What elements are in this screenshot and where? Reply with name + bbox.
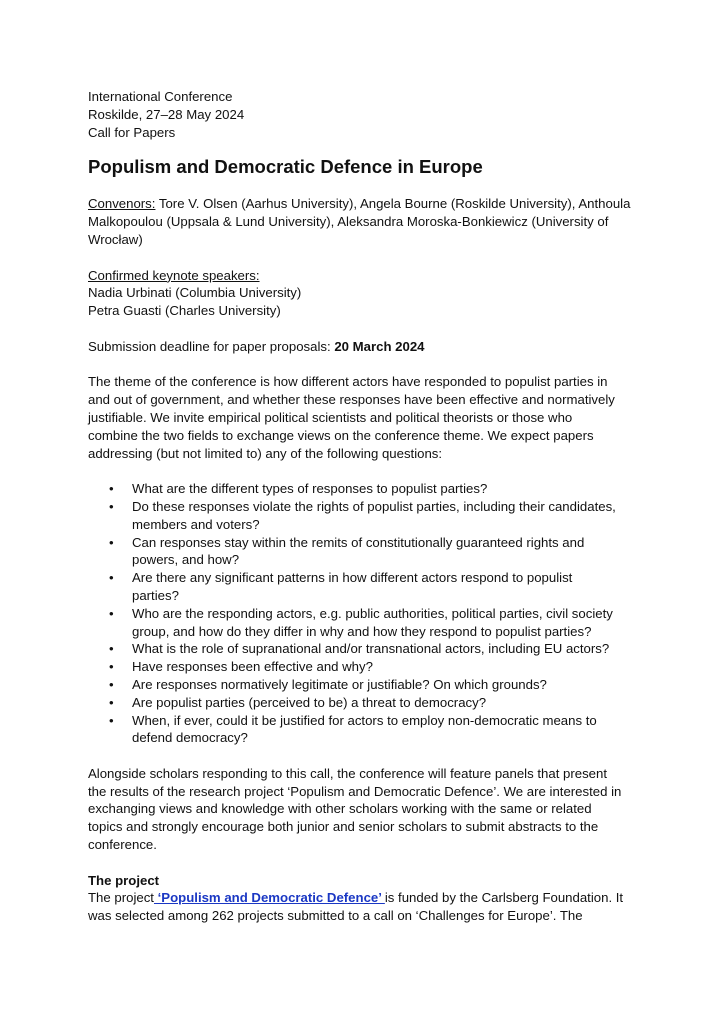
question-text: What is the role of supranational and/or transnational actors, including EU actors? — [132, 641, 610, 657]
project-text-post: is funded by the Carlsberg Foundation. It — [384, 890, 624, 906]
page-title: Populism and Democratic Defence in Europe — [88, 156, 483, 178]
bullet-icon: • — [109, 641, 114, 657]
conference-place-date: Roskilde, 27–28 May 2024 — [88, 106, 245, 122]
project-heading: The project — [88, 872, 160, 888]
conference-type: International Conference — [88, 89, 233, 104]
bullet-icon: • — [109, 676, 114, 692]
convenors-text-1: Tore V. Olsen (Aarhus University), Angela Bourne (Roskilde University), Anthoula — [155, 196, 631, 212]
keynote-speaker: Petra Guasti (Charles University) — [88, 303, 281, 319]
question-text: Who are the responding actors, e.g. public authorities, political parties, civil society — [132, 605, 613, 621]
question-text: Are there any significant patterns in how different actors respond to populist — [132, 570, 573, 586]
question-item — [88, 569, 636, 605]
paragraph-line: the results of the research project ‘Populism and Democratic Defence’. We are interested in — [88, 783, 622, 799]
question-item — [88, 605, 636, 641]
paragraph-line: addressing (but not limited to) any of the following questions: — [88, 445, 443, 461]
paragraph-line: justifiable. We invite empirical political scientists and political theorists or those who — [88, 409, 573, 425]
alongside-paragraph — [88, 765, 636, 854]
bullet-icon: • — [109, 498, 114, 514]
project-text-2: was selected among 262 projects submitted to a call on ‘Challenges for Europe’. The — [88, 908, 583, 924]
question-item — [88, 480, 636, 498]
question-text: members and voters? — [132, 516, 260, 532]
question-text: Are responses normatively legitimate or justifiable? On which grounds? — [132, 676, 547, 692]
bullet-icon: • — [109, 534, 114, 550]
paragraph-line: exchanging views and knowledge with other scholars working with the same or related — [88, 801, 592, 817]
question-text: defend democracy? — [132, 730, 248, 746]
question-text: Can responses stay within the remits of constitutionally guaranteed rights and — [132, 534, 585, 550]
keynotes-section — [88, 267, 636, 320]
bullet-icon: • — [109, 694, 114, 710]
project-link[interactable]: ‘Populism and Democratic Defence’ — [153, 890, 385, 906]
question-text: Have responses been effective and why? — [132, 659, 373, 675]
convenors-section — [88, 195, 636, 248]
deadline-line — [88, 338, 636, 356]
bullet-icon: • — [109, 659, 114, 675]
paragraph-line: The theme of the conference is how different actors have responded to populist parties in — [88, 374, 608, 390]
theme-paragraph — [88, 373, 636, 462]
question-text: group, and how do they differ in why and how they respond to populist parties? — [132, 623, 592, 639]
deadline-date: 20 March 2024 — [334, 338, 425, 354]
deadline-text: Submission deadline for paper proposals: — [88, 338, 335, 354]
question-text: powers, and how? — [132, 552, 240, 568]
keynote-speaker: Nadia Urbinati (Columbia University) — [88, 285, 302, 301]
project-text-pre: The project — [88, 890, 154, 906]
call-for-papers-label: Call for Papers — [88, 124, 176, 140]
convenors-label: Convenors: — [88, 196, 156, 212]
question-text: When, if ever, could it be justified for actors to employ non-democratic means to — [132, 712, 597, 728]
convenors-text-2: Malkopoulou (Uppsala & Lund University), Aleksandra Moroska-Bonkiewicz (University of — [88, 214, 609, 230]
conference-header — [88, 88, 636, 141]
project-section — [88, 872, 636, 925]
question-item — [88, 712, 636, 748]
questions-list — [88, 480, 636, 747]
paragraph-line: and out of government, and whether these responses have been effective and normatively — [88, 392, 615, 408]
question-item — [88, 640, 636, 658]
document-body — [88, 88, 636, 925]
question-item — [88, 694, 636, 712]
question-item — [88, 498, 636, 534]
keynotes-label: Confirmed keynote speakers: — [88, 267, 260, 283]
bullet-icon: • — [109, 605, 114, 621]
paragraph-line: combine the two fields to exchange views on the conference theme. We expect papers — [88, 427, 594, 443]
paragraph-line: conference. — [88, 837, 157, 853]
question-text: Are populist parties (perceived to be) a threat to democracy? — [132, 694, 487, 710]
question-text: parties? — [132, 587, 179, 603]
bullet-icon: • — [109, 712, 114, 728]
bullet-icon: • — [109, 481, 114, 497]
convenors-text-3: Wrocław) — [88, 231, 143, 247]
question-text: Do these responses violate the rights of populist parties, including their candidates, — [132, 498, 616, 514]
paragraph-line: Alongside scholars responding to this call, the conference will feature panels that present — [88, 765, 608, 781]
question-item — [88, 534, 636, 570]
question-item — [88, 676, 636, 694]
paragraph-line: topics and strongly encourage both junior and senior scholars to submit abstracts to the — [88, 819, 599, 835]
question-text: What are the different types of responses to populist parties? — [132, 481, 488, 497]
question-item — [88, 658, 636, 676]
bullet-icon: • — [109, 570, 114, 586]
